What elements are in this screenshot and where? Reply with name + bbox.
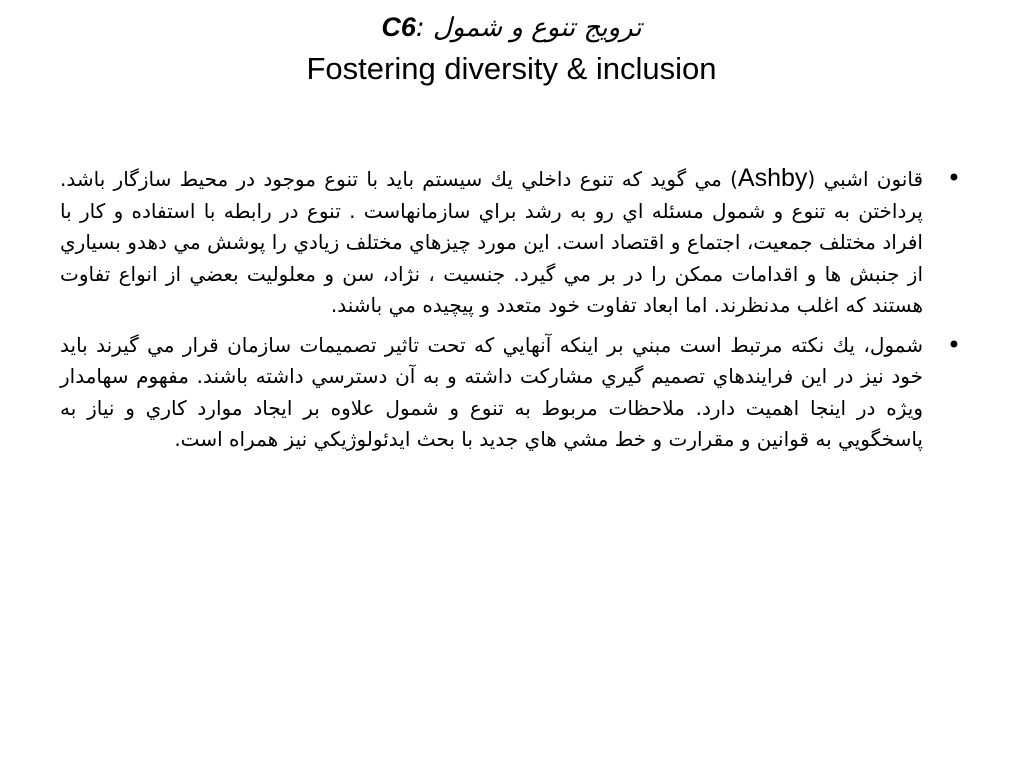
latin-term: Ashby [737, 164, 808, 192]
bullet-item-ashby-law [60, 163, 961, 322]
bullet-marker: • [946, 330, 961, 359]
bullet-list [60, 163, 961, 464]
title-english: Fostering diversity & inclusion [306, 51, 717, 86]
slide-title [60, 8, 963, 89]
bullet-text-part: ) مي گويد كه تنوع داخلي يك سيستم بايد با تنوع موجود در محيط سازگار باشد. پرداختن به تنوع و شمول مسئله اي رو به رشد براي سازمانهاست . تنوع در رابطه با استفاده و كار با افراد مختلف جمعيت، اجتماع و اقتصاد است. اين مورد چيزهاي مختلف زيادي را پوشش مي دهدو بسياري از جنبش ها و اقدامات ممكن را در بر مي گيرد. جنسيت ، نژاد، سن و معلوليت بعضي از انواع تفاوت هستند كه اغلب مدنظرند. اما ابعاد تفاوت خود متعدد و پيچيده مي باشند. [60, 167, 923, 317]
title-persian: ترويج تنوع و شمول [432, 13, 642, 43]
title-colon: : [415, 13, 425, 43]
bullet-text-part: قانون اشبي ( [807, 167, 924, 191]
bullet-text [60, 163, 923, 322]
bullet-item-inclusion [60, 330, 961, 456]
bullet-marker: • [946, 164, 961, 192]
title-code: C6 [381, 12, 416, 42]
title-persian-line [60, 8, 963, 47]
bullet-text: شمول، يك نكته مرتبط است مبني بر اينكه آنهايي كه تحت تاثير تصميمات سازمان قرار مي گيرند بايد خود نيز در اين فرايندهاي تصميم گيري مشاركت داشته و به آن دسترسي داشته باشند. مفهوم سهامدار ويژه در اينجا اهميت دارد. ملاحظات مربوط به تنوع و شمول علاوه بر ايجاد موارد كاري و نياز به پاسخگويي به قوانين و مقرارت و خط مشي هاي جديد با بحث ايدئولوژيكي نيز همراه است. [60, 332, 923, 451]
